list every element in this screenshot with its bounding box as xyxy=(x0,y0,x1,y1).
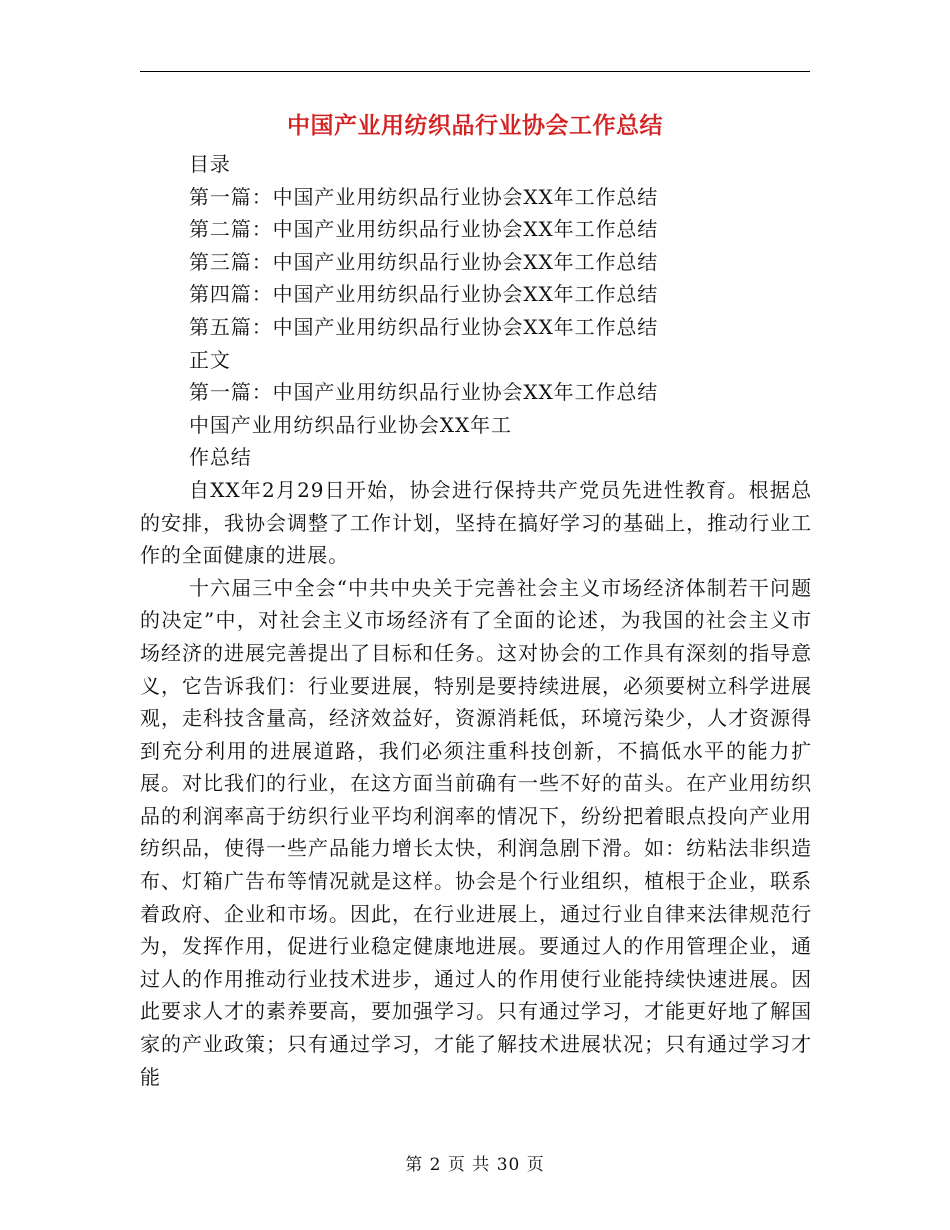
toc-item: 第四篇：中国产业用纺织品行业协会XX年工作总结 xyxy=(189,282,659,307)
toc-item: 第五篇：中国产业用纺织品行业协会XX年工作总结 xyxy=(189,314,659,339)
body-paragraph: 自XX年2月29日开始，协会进行保持共产党员先进性教育。根据总的安排，我协会调整了工作计划，坚持在搞好学习的基础上，推动行业工作的全面健康的进展。 xyxy=(140,477,812,568)
document-title: 中国产业用纺织品行业协会工作总结 xyxy=(287,113,663,139)
toc-item: 第一篇：中国产业用纺织品行业协会XX年工作总结 xyxy=(189,184,659,209)
toc-item: 第二篇：中国产业用纺织品行业协会XX年工作总结 xyxy=(189,217,659,242)
body-paragraph: 十六届三中全会“中共中央关于完善社会主义市场经济体制若干问题的决定”中，对社会主义市场经济有了全面的论述，为我国的社会主义市场经济的进展完善提出了目标和任务。这对协会的工作具有深刻的指导意义，它告诉我们：行业要进展，特别是要持续进展，必须要树立科学进展观，走科技含量高，经济效益好，资源消耗低，环境污染少，人才资源得到充分利用的进展道路，我们必须注重科技创新，不搞低水平的能力扩展。对比我们的行业，在这方面当前确有一些不好的苗头。在产业用纺织品的利润率高于纺织行业平均利润率的情况下，纷纷把着眼点投向产业用纺织品，使得一些产品能力增长太快，利润急剧下滑。如：纺粘法非织造布、灯箱广告布等情况就是这样。协会是个行业组织，植根于企业，联系着政府、企业和市场。因此，在行业进展上，通过行业自律来法律规范行为，发挥作用，促进行业稳定健康地进展。要通过人的作用管理企业，通过人的作用推动行业技术进步，通过人的作用使行业能持续快速进展。因此要求人才的素养要高，要加强学习。只有通过学习，才能更好地了解国家的产业政策；只有通过学习，才能了解技术进展状况；只有通过学习才能 xyxy=(140,575,812,1089)
section-heading: 第一篇：中国产业用纺织品行业协会XX年工作总结 xyxy=(189,380,659,405)
page-number: 第 2 页 共 30 页 xyxy=(405,1155,545,1175)
document-body xyxy=(140,148,812,1093)
toc-item: 第三篇：中国产业用纺织品行业协会XX年工作总结 xyxy=(189,249,659,274)
subtitle-line: 中国产业用纺织品行业协会XX年工 xyxy=(189,412,512,437)
subtitle-line: 作总结 xyxy=(189,445,252,470)
toc-heading: 目录 xyxy=(189,152,231,176)
header-rule xyxy=(140,71,810,72)
body-heading: 正文 xyxy=(189,347,231,372)
